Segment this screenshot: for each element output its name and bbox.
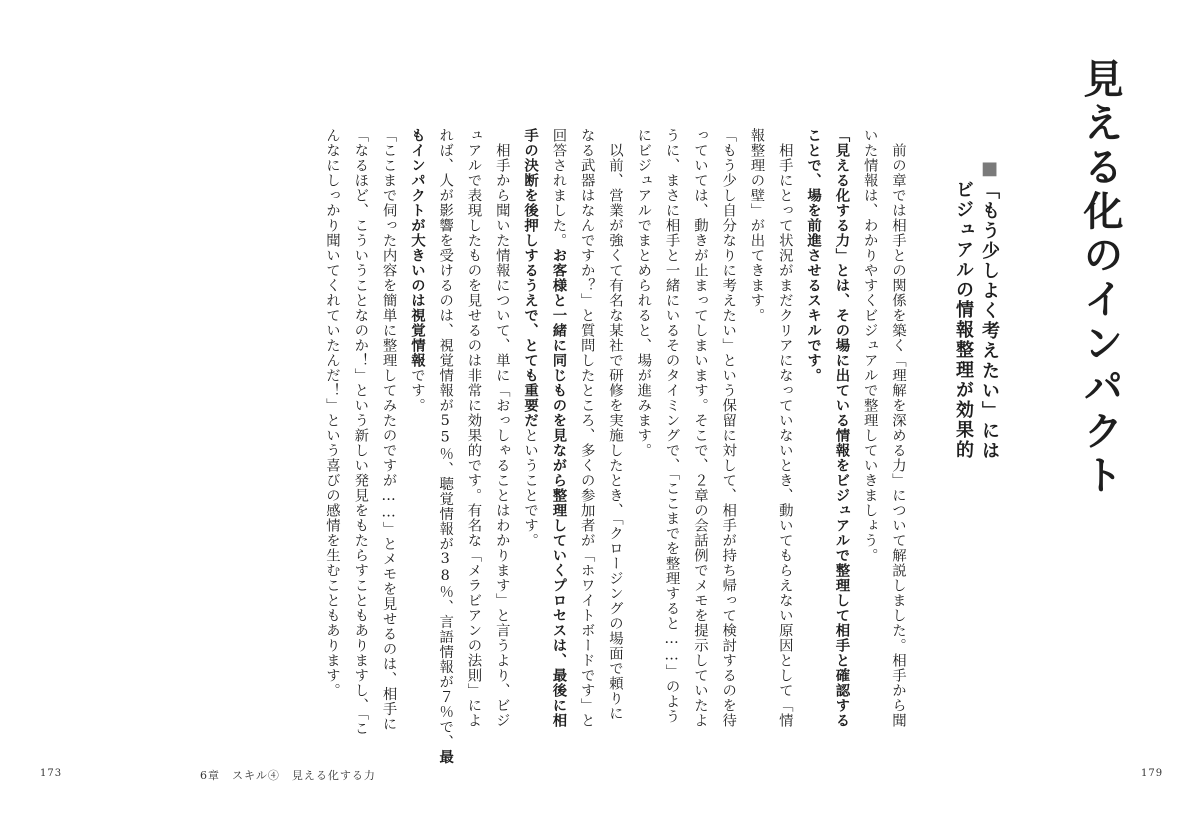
body-line	[833, 128, 851, 728]
line-text: うに、まさに相手と一緒にいるそのタイミングで、「ここまでを整理すると……」のよう	[663, 128, 680, 724]
page-number-left: 173	[40, 768, 63, 779]
body-line	[721, 128, 735, 728]
section-heading-text-1: 「もう少しよく考えたい」には	[979, 181, 1000, 461]
line-text: ということです。	[522, 428, 539, 548]
line-text: にビジュアルでまとめられると、場が進みます。	[635, 128, 652, 458]
section-heading-line-2	[950, 158, 976, 461]
body-line	[862, 128, 876, 563]
bold-text: 「見える化する力」とは、その場に出ている情報をビジュアルで整理して相手と確認する	[833, 128, 851, 728]
body-line	[805, 128, 823, 383]
body-line	[579, 128, 593, 728]
body-line	[522, 128, 540, 548]
bold-text: お客様と一緒に同じものを見ながら整理していくプロセスは、最後に相	[550, 248, 568, 728]
body-line	[381, 128, 395, 731]
line-text: ュアルで表現したものを見せるのは非常に効果的です。有名な「メラビアンの法則」によ	[465, 128, 482, 728]
heading-marker-icon: ■	[979, 158, 1000, 181]
body-line	[437, 128, 455, 765]
bold-text: ことで、場を前進させるスキルです。	[805, 128, 823, 383]
body-line	[466, 128, 480, 728]
body-line	[353, 128, 367, 736]
line-text: です。	[408, 368, 425, 413]
body-line	[891, 128, 905, 728]
page-number-right: 179	[1141, 768, 1164, 779]
line-text: 前の章では相手との関係を築く「理解を深める力」について解説しました。相手から聞	[890, 128, 906, 728]
section-heading	[950, 158, 1002, 461]
line-text: 「もう少し自分なりに考えたい」という保留に対して、相手が持ち帰って検討するのを待	[720, 128, 737, 728]
section-heading-line-1	[976, 158, 1002, 461]
body-line	[636, 128, 650, 458]
body-line	[777, 128, 791, 728]
body-line	[550, 128, 568, 728]
chapter-title: 見える化のインパクト	[1077, 58, 1124, 498]
line-text: 以前、営業が強くて有名な某社で研修を実施したとき、「クロージングの場面で頼りに	[607, 128, 623, 721]
line-text: 報整理の壁」が出てきます。	[748, 128, 765, 323]
body-line	[608, 128, 622, 721]
line-text: 相手にとって状況がまだクリアになっていないとき、動いてもらえない原因として「情	[776, 128, 793, 728]
line-text: 「ここまで伺った内容を簡単に整理してみたのですが……」とメモを見せるのは、相手に	[380, 128, 397, 732]
body-line	[664, 128, 678, 724]
line-text: んなにしっかり聞いてくれていたんだ！」という喜びの感情を生むこともあります。	[324, 128, 340, 698]
bold-text: もインパクトが大きいのは視覚情報	[408, 128, 426, 368]
running-head: 6章 スキル④ 見える化する力	[200, 769, 376, 782]
line-text: 「なるほど、こういうことなのか！」という新しい発見をもたらすこともありますし、「こ	[352, 128, 369, 736]
body-line	[325, 128, 339, 698]
line-text: っていては、動きが止まってしまいます。そこで、２章の会話例でメモを提示していたよ	[691, 128, 708, 728]
line-text: なる武器はなんですか？」と質問したところ、多くの参加者が「ホワイトボードです」と	[578, 128, 595, 728]
line-text: いた情報は、わかりやすくビジュアルで整理していきましょう。	[861, 128, 878, 563]
line-text: れば、人が影響を受けるのは、視覚情報が55％、聴覚情報が38％、言語情報が７％で、	[437, 128, 454, 750]
body-line	[494, 128, 508, 728]
body-line	[693, 128, 707, 728]
line-text: 回答されました。	[550, 128, 567, 248]
bold-text: 最	[437, 749, 455, 765]
body-line	[410, 128, 424, 413]
body-line	[749, 128, 763, 323]
section-heading-text-2: ビジュアルの情報整理が効果的	[953, 180, 974, 460]
bold-text: 手の決断を後押しするうえで、とても重要だ	[522, 128, 540, 428]
line-text: 相手から聞いた情報について、単に「おっしゃることはわかります」と言うより、ビジ	[493, 128, 510, 728]
